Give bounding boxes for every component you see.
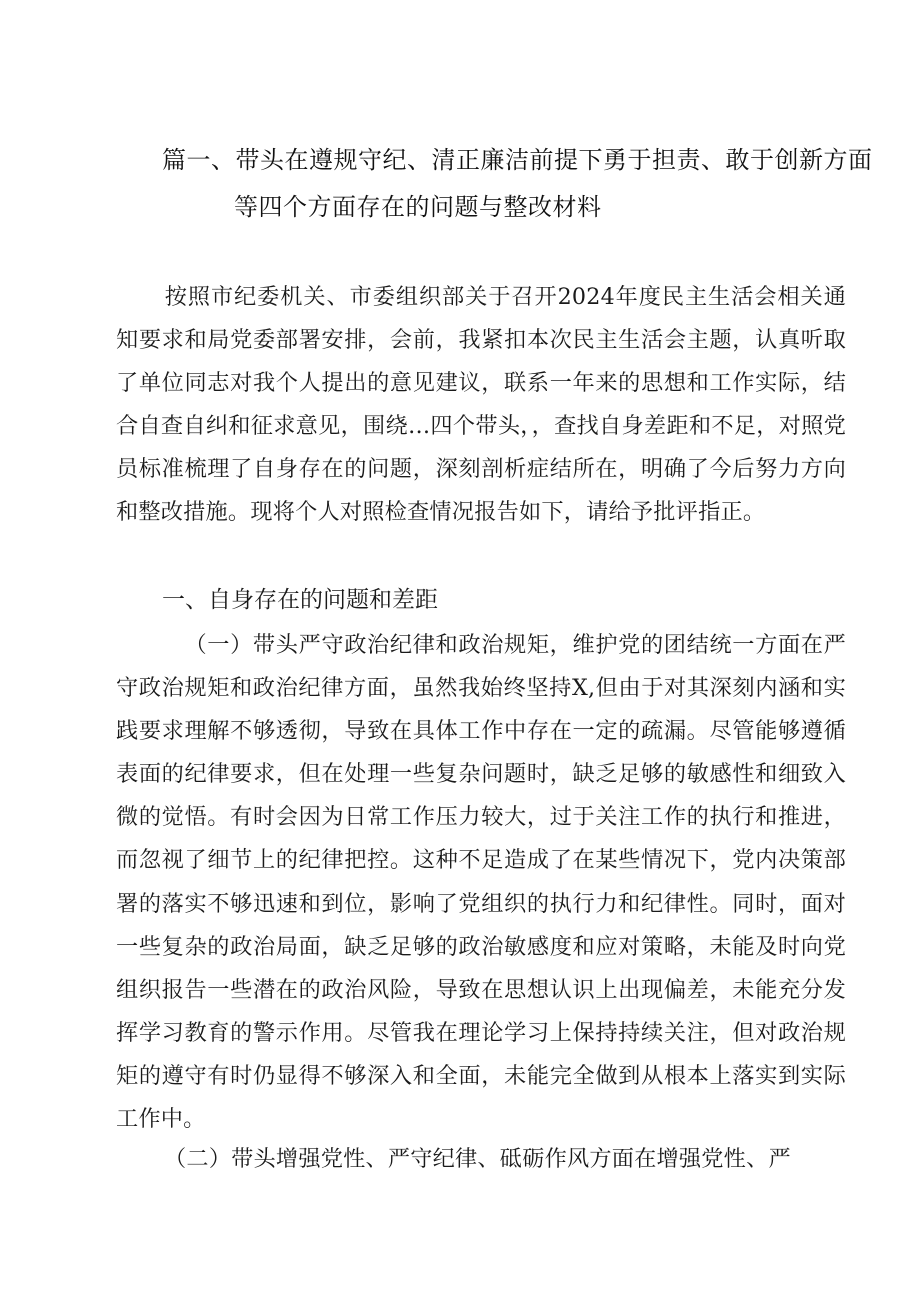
intro-paragraph xyxy=(116,276,846,535)
section-heading: 一、自身存在的问题和差距 xyxy=(162,587,438,613)
section-item-1-paragraph xyxy=(116,624,846,1141)
section-item-1-text: （一）带头严守政治纪律和政治规矩，维护党的团结统一方面在严守政治规矩和政治纪律方面，虽然我始终坚持X,但由于对其深刻内涵和实践要求理解不够透彻，导致在具体工作中存在一定的疏漏。尽管能够遵循表面的纪律要求，但在处理一些复杂问题时，缺乏足够的敏感性和细致入微的觉悟。有时会因为日常工作压力较大，过于关注工作的执行和推进，而忽视了细节上的纪律把控。这种不足造成了在某些情况下，党内决策部署的落实不够迅速和到位，影响了党组织的执行力和纪律性。同时，面对一些复杂的政治局面，缺乏足够的政治敏感度和应对策略，未能及时向党组织报告一些潜在的政治风险，导致在思想认识上出现偏差，未能充分发挥学习教育的警示作用。尽管我在理论学习上保持持续关注，但对政治规矩的遵守有时仍显得不够深入和全面，未能完全做到从根本上落实到实际工作中。 xyxy=(116,632,846,1133)
intro-text: 按照市纪委机关、市委组织部关于召开2024年度民主生活会相关通知要求和局党委部署安排，会前，我紧扣本次民主生活会主题，认真听取了单位同志对我个人提出的意见建议，联系一年来的思想和工作实际，结合自查自纠和征求意见，围绕…四个带头，，查找自身差距和不足，对照党员标准梳理了自身存在的问题，深刻剖析症结所在，明确了今后努力方向和整改措施。现将个人对照检查情况报告如下，请给予批评指正。 xyxy=(116,284,846,526)
section-item-2-text: （二）带头增强党性、严守纪律、砥砺作风方面在增强党性、严 xyxy=(164,1146,791,1172)
document-title-line-1: 篇一、带头在遵规守纪、清正廉洁前提下勇于担责、敢于创新方面 xyxy=(162,146,873,174)
section-item-2-paragraph xyxy=(116,1138,846,1181)
document-title-line-2: 等四个方面存在的问题与整改材料 xyxy=(234,193,602,221)
